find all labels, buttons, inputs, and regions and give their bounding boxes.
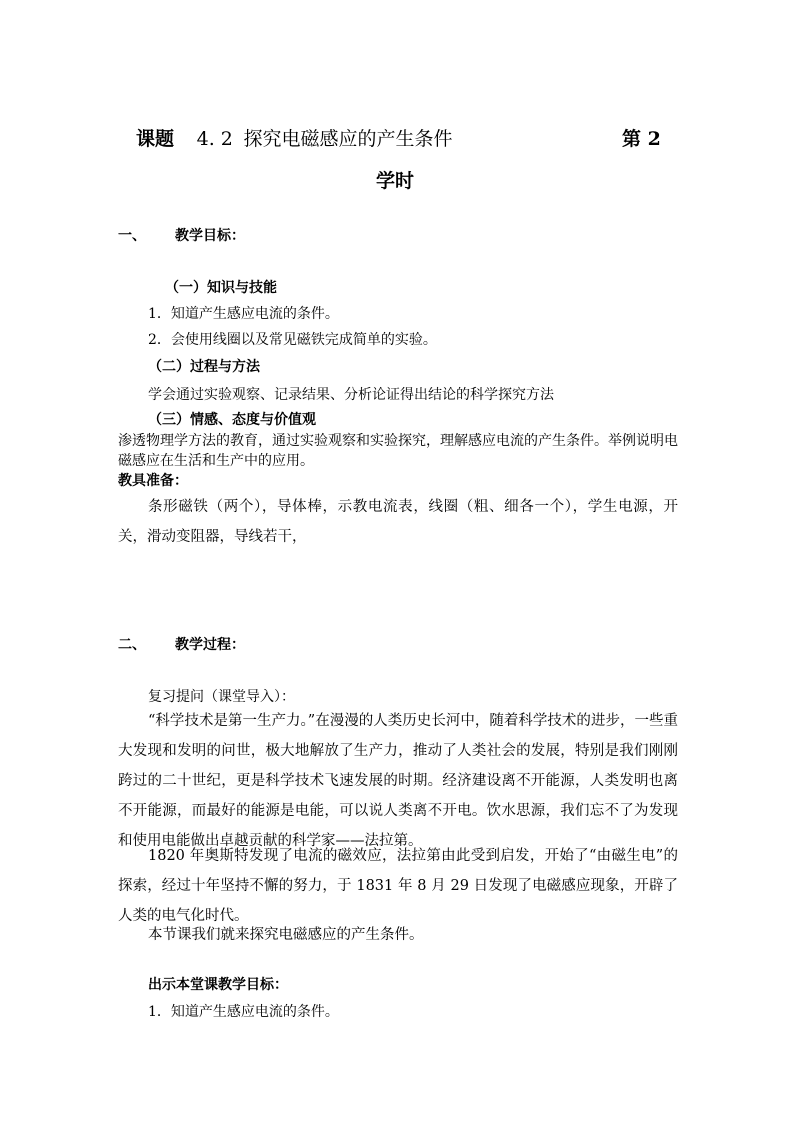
emotion-line-1: 渗透物理学方法的教育，通过实验观察和实验探究，理解感应电流的产生条件。举例说明电 <box>118 433 678 449</box>
tools-text: 条形磁铁（两个），导体棒，示教电流表，线圈（粗、细各一个），学生电源，开关，滑动变阻器，导线若干， <box>118 499 678 545</box>
topic-paragraph: 本节课我们就来探究电磁感应的产生条件。 <box>148 927 424 943</box>
history-paragraph: 1820 年奥斯特发现了电流的磁效应，法拉第由此受到启发，开始了“由磁生电”的探索，经过十年坚持不懈的努力，于 1831 年 8 月 29 日发现了电磁感应现象，开辟了人类的电气化时代。 <box>118 848 678 924</box>
title-prefix: 课题 <box>136 128 175 150</box>
process-heading: （二）过程与方法 <box>148 359 260 375</box>
knowledge-heading: （一）知识与技能 <box>165 280 277 296</box>
title-session: 第 2 <box>622 128 661 150</box>
emotion-heading: （三）情感、态度与价值观 <box>148 412 316 428</box>
page-title <box>136 124 453 151</box>
section2-marker: 二、 <box>118 637 146 653</box>
review-heading: 复习提问（课堂导入）： <box>148 689 295 705</box>
process-text: 学会通过实验观察、记录结果、分析论证得出结论的科学探究方法 <box>148 387 554 403</box>
title-number: 4. 2 <box>196 128 233 150</box>
title-session-unit: 学时 <box>376 170 415 192</box>
section2-heading: 教学过程： <box>175 637 245 653</box>
intro-paragraph: “科学技术是第一生产力。”在漫漫的人类历史长河中，随着科学技术的进步，一些重大发现和发明的问世，极大地解放了生产力，推动了人类社会的发展，特别是我们刚刚跨过的二十世纪，更是科学技术飞速发展的时期。经济建设离不开能源，人类发明也离不开能源，而最好的能源是电能，可以说人类离不开电。饮水思源，我们忘不了为发现和使用电能做出卓越贡献的科学家——法拉第。 <box>118 713 678 849</box>
knowledge-item-2: 2．会使用线圈以及常见磁铁完成简单的实验。 <box>148 332 437 348</box>
tools-heading: 教具准备： <box>118 473 188 489</box>
objective-item-1: 1．知道产生感应电流的条件。 <box>148 1004 339 1020</box>
knowledge-item-1: 1．知道产生感应电流的条件。 <box>148 306 339 322</box>
objectives-heading: 出示本堂课教学目标： <box>148 977 288 993</box>
emotion-line-2: 磁感应在生活和生产中的应用。 <box>118 453 314 469</box>
section1-marker: 一、 <box>118 228 146 244</box>
section1-heading: 教学目标： <box>175 228 245 244</box>
title-name: 探究电磁感应的产生条件 <box>243 128 453 150</box>
